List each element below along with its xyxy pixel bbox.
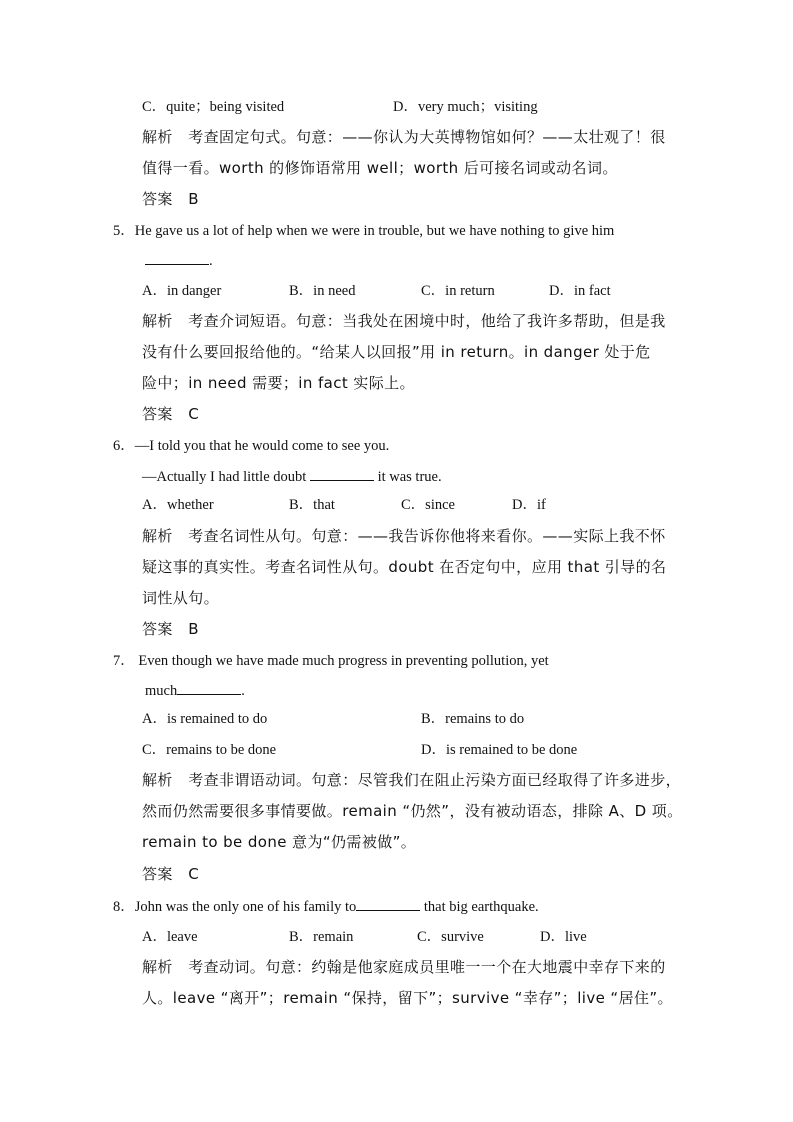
q8-analysis-line-2: 人。leave “离开”；remain “保持，留下”；survive “幸存”；live “居住”。 xyxy=(142,989,673,1007)
q8-stem-part-b: that big earthquake. xyxy=(420,899,539,915)
q5-stem-line-2 xyxy=(145,250,213,271)
q8-option-b: B．remain xyxy=(289,929,354,945)
q8-option-a: A．leave xyxy=(142,929,198,945)
q5-blank xyxy=(145,250,209,265)
q6-stem-line-1: 6．—I told you that he would come to see you. xyxy=(113,438,390,454)
q6-analysis-line-2: 疑这事的真实性。考查名词性从句。doubt 在否定句中，应用 that 引导的名 xyxy=(142,558,667,576)
q5-option-a: A．in danger xyxy=(142,283,222,299)
q5-option-b: B．in need xyxy=(289,283,356,299)
q7-analysis-line-1: 解析 考查非谓语动词。句意：尽管我们在阻止污染方面已经取得了许多进步， xyxy=(142,771,682,789)
q5-answer: 答案 C xyxy=(142,405,200,423)
q5-stem-end: . xyxy=(209,253,213,269)
q6-stem-part-b: it was true. xyxy=(373,469,442,485)
q6-option-c: C．since xyxy=(401,497,455,513)
q7-analysis-line-2: 然而仍然需要很多事情要做。remain “仍然”，没有被动语态，排除 A、D 项。 xyxy=(142,802,683,820)
q6-option-a: A．whether xyxy=(142,497,214,513)
q5-analysis-line-3: 险中；in need 需要；in fact 实际上。 xyxy=(142,374,415,392)
q6-option-d: D．if xyxy=(512,497,546,513)
q7-option-c: C．remains to be done xyxy=(142,742,277,758)
q4-option-d: D．very much；visiting xyxy=(393,99,538,115)
q6-analysis-line-1: 解析 考查名词性从句。句意：——我告诉你他将来看你。——实际上我不怀 xyxy=(142,527,666,545)
q5-option-c: C．in return xyxy=(421,283,495,299)
q8-stem-part-a: 8．John was the only one of his family to xyxy=(113,899,357,915)
q5-option-d: D．in fact xyxy=(549,283,611,299)
q5-analysis-line-2: 没有什么要回报给他的。“给某人以回报”用 in return。in danger 处于危 xyxy=(142,343,651,361)
q7-option-b: B．remains to do xyxy=(421,711,525,727)
q6-blank xyxy=(310,466,374,481)
q7-answer: 答案 C xyxy=(142,865,200,883)
q8-blank xyxy=(356,896,420,911)
q8-option-d: D．live xyxy=(540,929,587,945)
q7-analysis-line-3: remain to be done 意为“仍需被做”。 xyxy=(142,833,417,851)
q6-stem-part-a: —Actually I had little doubt xyxy=(142,469,310,485)
q7-stem-line-1: 7． Even though we have made much progress in preventing pollution, yet xyxy=(113,653,549,669)
q4-option-c: C．quite；being visited xyxy=(142,99,285,115)
q8-stem-line-1 xyxy=(113,896,539,917)
q4-analysis-line-1: 解析 考查固定句式。句意：——你认为大英博物馆如何？——太壮观了！很 xyxy=(142,128,666,146)
q6-analysis-line-3: 词性从句。 xyxy=(142,589,220,607)
q8-analysis-line-1: 解析 考查动词。句意：约翰是他家庭成员里唯一一个在大地震中幸存下来的 xyxy=(142,958,666,976)
q7-stem-part-b: . xyxy=(241,683,245,699)
q7-blank xyxy=(177,680,241,695)
q4-answer: 答案 B xyxy=(142,190,199,208)
q7-stem-line-2 xyxy=(145,680,245,701)
q6-stem-line-2 xyxy=(142,466,442,487)
q5-analysis-line-1: 解析 考查介词短语。句意：当我处在困境中时，他给了我许多帮助，但是我 xyxy=(142,312,666,330)
q7-option-a: A．is remained to do xyxy=(142,711,268,727)
q8-option-c: C．survive xyxy=(417,929,484,945)
q6-answer: 答案 B xyxy=(142,620,199,638)
q6-option-b: B．that xyxy=(289,497,335,513)
q7-stem-part-a: much xyxy=(145,683,178,699)
q4-analysis-line-2: 值得一看。worth 的修饰语常用 well；worth 后可接名词或动名词。 xyxy=(142,159,618,177)
q5-stem-line-1: 5．He gave us a lot of help when we were in trouble, but we have nothing to give him xyxy=(113,223,615,239)
q7-option-d: D．is remained to be done xyxy=(421,742,578,758)
